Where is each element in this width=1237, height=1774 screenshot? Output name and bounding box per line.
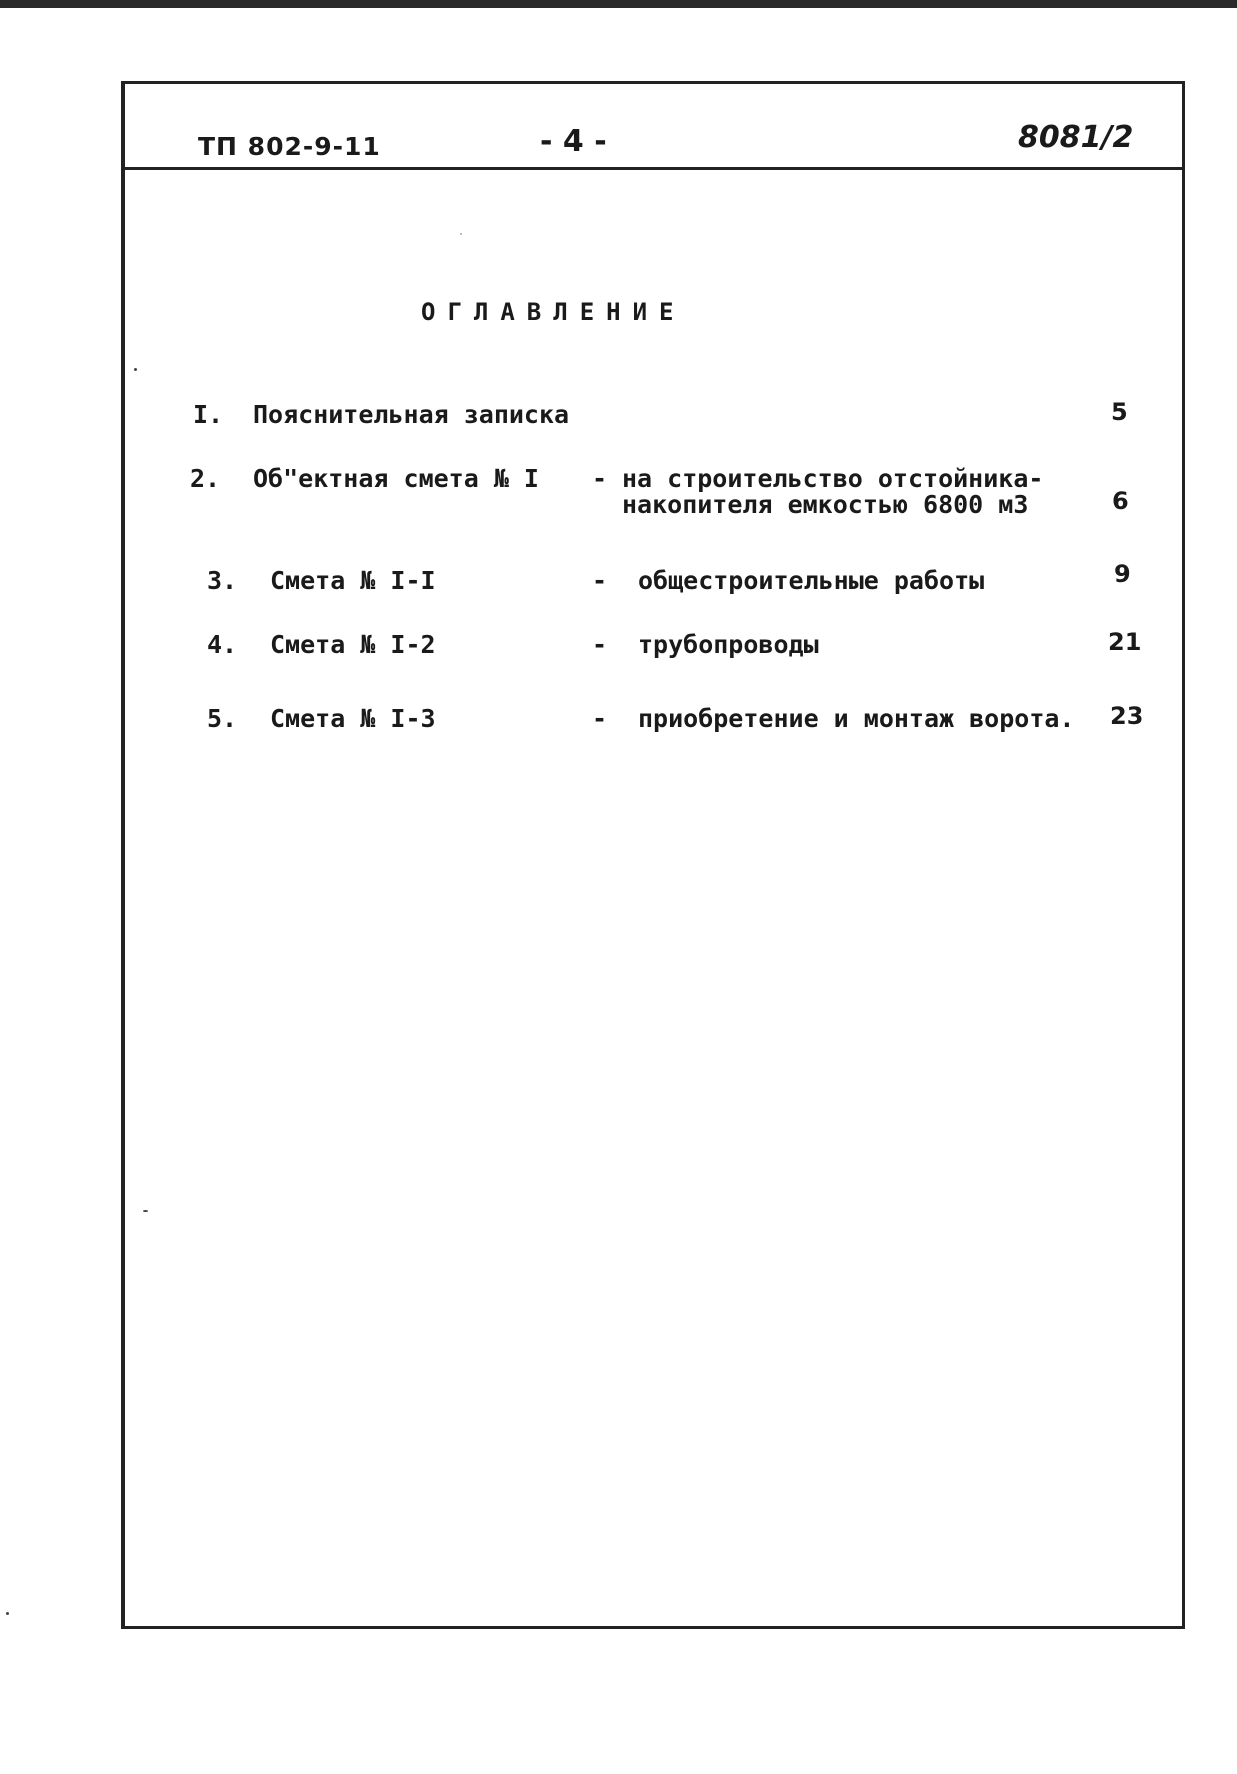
toc-entry-dash: - [592,566,608,595]
toc-entry-page: 6 [1112,487,1129,515]
toc-entry-dash: - [592,630,608,659]
document-code: ТП 802-9-11 [198,132,381,161]
scan-speck [134,368,137,371]
toc-entry-description: общестроительные работы [638,566,985,595]
scan-speck [143,1210,148,1212]
toc-entry-dash: - [592,704,608,733]
toc-entry-name: Об"ектная смета № I [253,464,539,493]
scan-speck [460,233,462,235]
toc-entry-name: Смета № I-3 [270,704,436,733]
toc-entry-number: 4. [207,630,238,659]
page-title: ОГЛАВЛЕНИЕ [421,298,686,326]
toc-entry-description: трубопроводы [638,630,819,659]
toc-entry-description: на строительство отстойника- [622,464,1044,493]
toc-entry-number: 5. [207,704,238,733]
toc-entry-description-continued: накопителя емкостью 6800 м3 [622,490,1029,519]
toc-entry-name: Смета № I-2 [270,630,436,659]
toc-entry-name: Пояснительная записка [253,400,570,429]
toc-entry-page: 21 [1108,628,1142,656]
sheet-reference: 8081/2 [1018,120,1134,155]
page-number: - 4 - [540,124,607,159]
toc-entry-page: 9 [1114,560,1131,588]
toc-entry-number: 2. [190,464,221,493]
scan-top-edge [0,0,1237,8]
toc-entry-number: 3. [207,566,238,595]
toc-entry-dash: - [592,464,608,493]
toc-entry-page: 23 [1110,702,1144,730]
toc-entry-description: приобретение и монтаж ворота. [638,704,1075,733]
scan-speck [6,1612,9,1615]
toc-entry-number: I. [193,400,224,429]
toc-entry-page: 5 [1111,398,1128,426]
header-divider [121,167,1185,170]
toc-entry-name: Смета № I-I [270,566,436,595]
